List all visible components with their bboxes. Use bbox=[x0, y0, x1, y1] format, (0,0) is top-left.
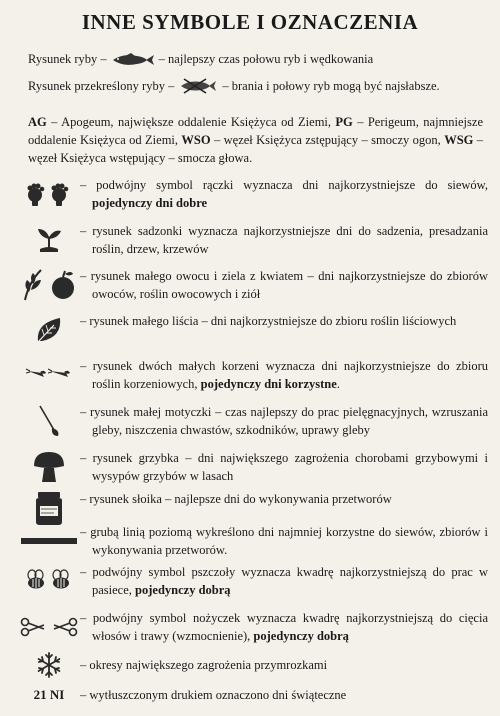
scissors-icon bbox=[18, 609, 80, 645]
crossed-fish-line-prefix: Rysunek przekreślony ryby – bbox=[28, 78, 175, 93]
legend-item-text: – rysunek sadzonki wyznacza najkorzystniejsze dni do sadzenia, presadzania roślin, drzew, krzewów bbox=[80, 224, 488, 256]
crossed-fish-line-suffix: – brania i połowy ryb mogą być najsłabsze. bbox=[222, 78, 440, 93]
legend-item bbox=[18, 312, 488, 348]
legend-item-text: – grubą linią poziomą wykreślono dni najmniej korzystne do siewów, zbiorów i wykonywania przetworów. bbox=[80, 525, 488, 557]
crossed-fish-icon bbox=[178, 78, 218, 94]
apogee-desc: – Apogeum, największe oddalenie Księżyca od Ziemi, bbox=[46, 115, 336, 129]
legend-item bbox=[18, 652, 488, 678]
holiday-label: 21 NI bbox=[33, 687, 65, 702]
legend-item-text: – rysunek dwóch małych korzeni wyznacza dni najkorzystniejsze do zbioru roślin korzeniowych, pojedynczy dni korzystne. bbox=[80, 359, 488, 391]
thick-line-icon bbox=[18, 523, 80, 559]
wsg-desc: – węzeł Księżyca wstępujący – smocza głowa. bbox=[28, 133, 484, 165]
legend-item-text: – podwójny symbol pszczoły wyznacza kwadrę najkorzystniejszą do prac w pasiece, pojedynczy dobrą bbox=[80, 565, 488, 597]
page-title: INNE SYMBOLE I OZNACZENIA bbox=[81, 10, 419, 34]
wso-abbr: WSO bbox=[181, 133, 211, 147]
hoe-icon bbox=[18, 403, 80, 439]
fruit-herb-icon bbox=[18, 267, 80, 303]
fish-icon bbox=[111, 53, 155, 67]
leaf-icon bbox=[18, 312, 80, 348]
legend-item bbox=[18, 563, 488, 599]
fish-line-suffix: – najlepszy czas połowu ryb i wędkowania bbox=[158, 52, 374, 66]
legend-item bbox=[18, 267, 488, 303]
legend-item bbox=[18, 403, 488, 439]
moon-nodes-paragraph bbox=[28, 113, 483, 167]
legend-item-text: – podwójny symbol nożyczek wyznacza kwadrę najkorzystniejszą do cięcia włosów i trawy (wzmocnienie), pojedynczy dobrą bbox=[80, 611, 488, 643]
apogee-abbr: AG bbox=[28, 115, 47, 129]
perigee-desc: – Perigeum, najmniejsze oddalenie Księżyca od Ziemi, bbox=[28, 115, 483, 147]
legend-item-text: – podwójny symbol rączki wyznacza dni najkorzystniejsze do siewów, pojedynczy dni dobre bbox=[80, 178, 488, 210]
snowflake-icon bbox=[18, 652, 80, 678]
legend-item-text: – rysunek małej motyczki – czas najlepszy do prac pielęgnacyjnych, wzruszania gleby, niszczenia chwastów, szkodników, uprawy gleby bbox=[80, 405, 488, 437]
legend-item-text: – wytłuszczonym drukiem oznaczono dni świąteczne bbox=[80, 688, 347, 702]
legend-item bbox=[18, 222, 488, 258]
carrots-icon bbox=[18, 357, 80, 393]
wso-desc: – węzeł Księżyca zstępujący – smoczy ogon, bbox=[210, 133, 445, 147]
legend-item-text: – okresy największego zagrożenia przymrozkami bbox=[80, 658, 328, 672]
legend-item bbox=[18, 523, 488, 559]
wsg-abbr: WSG bbox=[444, 133, 474, 147]
legend-item-text: – rysunek małego owocu i ziela z kwiatem – dni najkorzystniejsze do zbiorów owoców, roślin owocowych i ziół bbox=[80, 269, 488, 301]
bees-icon bbox=[18, 563, 80, 599]
perigee-abbr: PG bbox=[335, 115, 353, 129]
legend-item-text: – rysunek małego liścia – dni najkorzystniejsze do zbioru roślin liściowych bbox=[80, 314, 457, 328]
legend-item bbox=[18, 609, 488, 645]
crossed-fish-line bbox=[28, 78, 440, 94]
legend-item-text: – rysunek słoika – najlepsze dni do wykonywania przetworów bbox=[80, 492, 392, 506]
seedling-icon bbox=[18, 222, 80, 258]
legend-item bbox=[18, 490, 488, 526]
legend-item bbox=[18, 357, 488, 393]
legend-item bbox=[18, 176, 488, 212]
fish-line bbox=[28, 52, 373, 67]
legend-item-text: – rysunek grzybka – dni największego zagrożenia chorobami grzybowymi i wysypów grzybów w lasach bbox=[80, 451, 488, 483]
jar-icon bbox=[18, 490, 80, 526]
hands-icon bbox=[18, 176, 80, 212]
legend-item bbox=[18, 686, 488, 704]
legend-item bbox=[18, 449, 488, 485]
mushroom-icon bbox=[18, 449, 80, 485]
fish-line-prefix: Rysunek ryby – bbox=[28, 52, 107, 66]
